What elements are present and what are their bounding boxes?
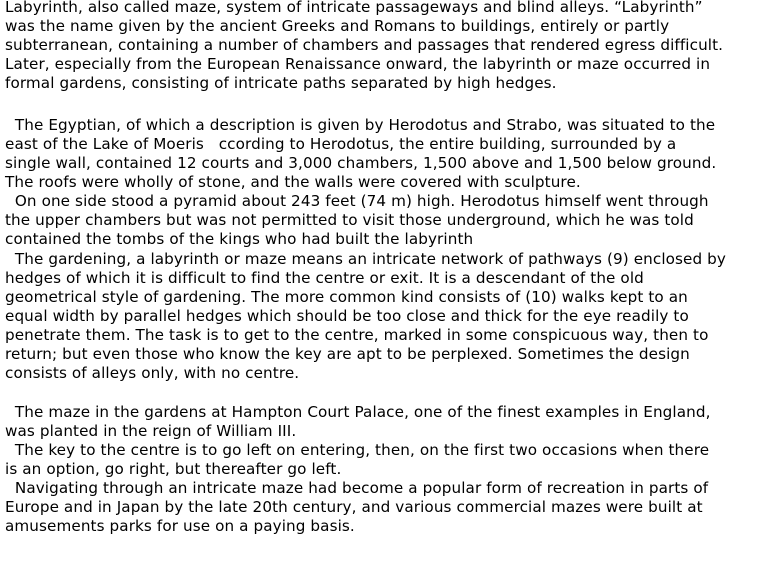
paragraph-3-line-3: contained the tombs of the kings who had built the labyrinth [5,230,474,248]
paragraph-7-line-3: amusements parks for use on a paying basis. [5,517,355,535]
paragraph-3-line-2: the upper chambers but was not permitted to visit those underground, which he was told [5,211,694,229]
paragraph-1-line-4: Later, especially from the European Renaissance onward, the labyrinth or maze occurred in [5,55,711,73]
paragraph-1-line-1: Labyrinth, also called maze, system of intricate passageways and blind alleys. “Labyrinth” [5,0,703,16]
paragraph-4-line-5: penetrate them. The task is to get to the centre, marked in some conspicuous way, then to [5,326,709,344]
paragraph-2-line-2: east of the Lake of Moeris ccording to Herodotus, the entire building, surrounded by a [5,135,677,153]
paragraph-1-line-5: formal gardens, consisting of intricate paths separated by high hedges. [5,74,557,92]
paragraph-2-line-3: single wall, contained 12 courts and 3,000 chambers, 1,500 above and 1,500 below ground. [5,154,717,172]
paragraph-6-line-1: The key to the centre is to go left on entering, then, on the first two occasions when there [5,441,710,459]
paragraph-4-line-1: The gardening, a labyrinth or maze means an intricate network of pathways (9) enclosed by [5,250,726,268]
paragraph-6-line-2: is an option, go right, but thereafter go left. [5,460,342,478]
paragraph-4-line-3: geometrical style of gardening. The more common kind consists of (10) walks kept to an [5,288,688,306]
paragraph-7-line-2: Europe and in Japan by the late 20th century, and various commercial mazes were built at [5,498,703,516]
paragraph-2-line-1: The Egyptian, of which a description is given by Herodotus and Strabo, was situated to the [5,116,716,134]
paragraph-4-line-2: hedges of which it is difficult to find the centre or exit. It is a descendant of the old [5,269,644,287]
paragraph-1-line-3: subterranean, containing a number of chambers and passages that rendered egress difficult. [5,36,724,54]
paragraph-4-line-7: consists of alleys only, with no centre. [5,364,300,382]
paragraph-4-line-6: return; but even those who know the key are apt to be perplexed. Sometimes the design [5,345,690,363]
paragraph-2-line-4: The roofs were wholly of stone, and the walls were covered with sculpture. [5,173,581,191]
paragraph-5-line-2: was planted in the reign of William III. [5,422,297,440]
paragraph-3-line-1: On one side stood a pyramid about 243 feet (74 m) high. Herodotus himself went through [5,192,709,210]
paragraph-5-line-1: The maze in the gardens at Hampton Court Palace, one of the finest examples in England, [5,403,711,421]
paragraph-1-line-2: was the name given by the ancient Greeks and Romans to buildings, entirely or partly [5,17,670,35]
paragraph-7-line-1: Navigating through an intricate maze had become a popular form of recreation in parts of [5,479,709,497]
paragraph-4-line-4: equal width by parallel hedges which should be too close and thick for the eye readily to [5,307,689,325]
